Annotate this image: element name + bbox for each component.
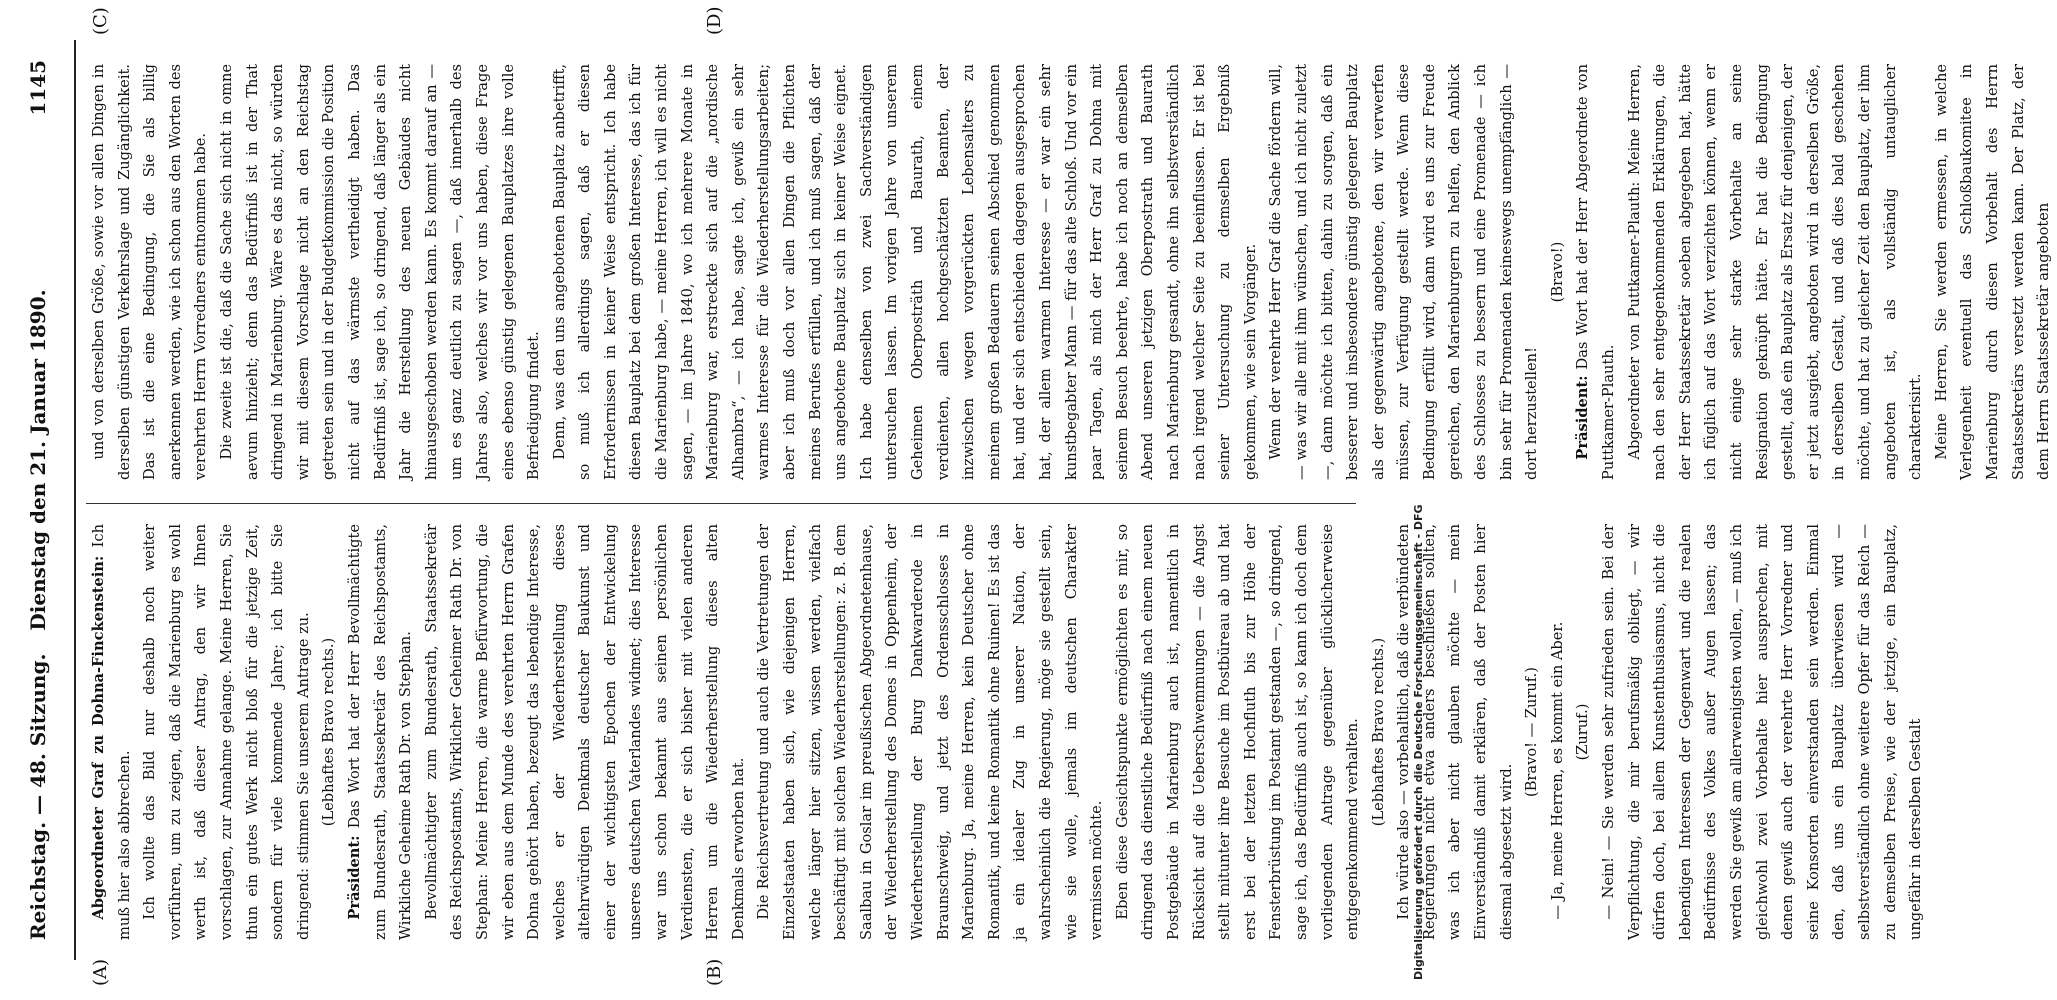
paragraph — [1519, 524, 1545, 940]
margin-marker-a: (A) — [90, 958, 111, 986]
paragraph — [86, 64, 214, 480]
paragraph-text: (Lebhaftes Bravo rechts.) — [320, 637, 338, 827]
paragraph — [1570, 64, 1621, 480]
paragraph — [1366, 524, 1392, 940]
header-rule — [74, 40, 76, 960]
page-number: 1145 — [26, 60, 50, 116]
digitization-note-text: Digitalisierung gefördert durch die Deutsche Forschungsgemeinschaft - DFG — [1412, 504, 1425, 980]
paragraph — [214, 64, 547, 480]
paragraph — [547, 64, 1264, 480]
paragraph-text: Wenn der verehrte Herr Graf die Sache fördern will, — was wir alle mit ihm wünschen, und ich nicht zuletzt —, dann möchte ich bitten, dahin zu sorgen, daß ein besserer und insbesondere günstig gelegener Bauplatz als der gegenwärtig angebotene, den wir verwerfen müssen, zur Verfügung gestellt werde. Wenn diese Bedingung erfüllt wird, dann wird es uns zur Freude gereichen, den Marienburgern zu helfen, den Anblick des Schlosses zu bessern und eine Promenade — ich bin sehr für Promenaden keineswegs unempfänglich — dort herzustellen! — [1267, 64, 1541, 480]
margin-marker-d: (D) — [704, 6, 725, 35]
paragraph — [1929, 64, 2057, 480]
paragraph-text: Ich muß hier also abbrechen. — [90, 524, 133, 940]
paragraph-text: (Bravo! — Zuruf.) — [1523, 667, 1541, 797]
paragraph-text: (Lebhaftes Bravo rechts.) — [1369, 637, 1387, 827]
margin-marker-c: (C) — [90, 7, 111, 35]
paragraph — [316, 524, 342, 940]
paragraph-text: Das Wort hat der Herr Bevollmächtigte zum Bundesrath, Staatssekretär des Reichspostamts, Wirkliche Geheime Rath Dr. von Stephan. — [345, 524, 415, 940]
paragraph — [1263, 64, 1545, 480]
paragraph — [137, 524, 316, 940]
paragraph — [1110, 524, 1366, 940]
paragraph-text: und von derselben Größe, sowie vor allen Dingen in derselben günstigen Verkehrslage und Zugänglichkeit. Das ist die eine Bedingung, die Sie als billig anerkennen werden, wie ich schon aus den Worten des verehrten Herrn Vorredners entnommen habe. — [90, 64, 210, 480]
paragraph — [1545, 64, 1571, 480]
paragraph-text: (Zuruf.) — [1574, 703, 1592, 761]
paragraph — [1596, 524, 1929, 940]
paragraph-text: Abgeordneter von Puttkamer-Plauth: Meine Herren, nach den sehr entgegenkommenden Erklärungen, die der Herr Staatssekretär soeben abgegeben hat, hätte ich füglich auf das Wort verzichten können, wenn er nicht einige sehr starke Vorbehalte an seine Resignation geknüpft hätte. Er hat die Bedingung gestellt, daß ein Bauplatz als Ersatz für denjenigen, der er jetzt ausgiebt, angeboten wird in derselben Größe, in derselben Gestalt, und daß dies bald geschehen möchte, und hat zu gleicher Zeit den Bauplatz, der ihm angeboten ist, als vollständig untauglicher charakterisirt. — [1625, 64, 1925, 480]
paragraph-text: Ich würde also — vorbehaltlich, daß die verbündeten Regierungen nicht etwa anders beschließen sollten, was ich aber nicht glauben möchte — mein Einverständniß damit erklären, daß der Posten hier diesmal abgesetzt wird. — [1395, 524, 1515, 940]
running-head-date: Dienstag den 21. Januar 1890. — [26, 289, 50, 631]
paragraph-text: Das Wort hat der Herr Abgeordnete von Puttkamer-Plauth. — [1574, 64, 1618, 480]
paragraph-text: Bevollmächtigter zum Bundesrath, Staatssekretär des Reichspostamts, Wirklicher Geheimer Rath Dr. von Stephan: Meine Herren, die warme Befürwortung, die wir eben aus dem Munde des verehrten Herrn Grafen Dohna gehört haben, bezeugt das lebendige Interesse, welches er der Wiederherstellung dieses altehrwürdigen Denkmals deutscher Baukunst und einer der wichtigsten Epochen der Entwickelung unseres deutschen Vaterlandes widmet; dies Interesse war uns schon bekannt aus seinen persönlichen Verdiensten, die er sich bisher mit vielen anderen Herren um die Wiederherstellung dieses alten Denkmals erworben hat. — [422, 524, 747, 940]
speaker-name: Präsident: — [1574, 375, 1592, 460]
paragraph — [342, 524, 419, 940]
right-text-column — [86, 64, 2053, 480]
paragraph — [1570, 524, 1596, 940]
paragraph-text: Die zweite ist die, daß die Sache sich nicht in omne aevum hinzieht; denn das Bedürfniß ist in der That dringend in Marienburg. Wäre es das nicht, so würden wir mit diesem Vorschlage nicht an den Reichstag getreten sein und in der Budgetkommission die Position nicht auf das wärmste vertheidigt haben. Das Bedürfniß ist, sage ich, so dringend, daß länger als ein Jahr die Herstellung des neuen Gebäudes nicht hinausgeschoben werden kann. Es kommt darauf an — um es ganz deutlich zu sagen —, daß innerhalb des Jahres also, welches wir vor uns haben, diese Frage eines ebenso günstig gelegenen Bauplatzes ihre volle Befriedigung findet. — [217, 64, 543, 480]
speaker-name: Präsident: — [345, 835, 363, 920]
paragraph-text: — Nein! — Sie werden sehr zufrieden sein. Bei der Verpflichtung, die mir berufsmäßig obliegt, — wir dürfen doch, bei allem Kunstenthusiasmus, nicht die lebendigen Interessen der Gegenwart und die realen Bedürfnisse des Volkes außer Augen lassen; das werden Sie gewiß am allerwenigsten wollen, — muß ich gleichwohl zwei Vorbehalte hier aussprechen, mit denen gewiß auch der verehrte Herr Vorredner und seine Konsorten einverstanden sein werden. Einmal den, daß uns ein Bauplatz überwiesen wird — selbstverständlich ohne weitere Opfer für das Reich — zu demselben Preise, wie der jetzige, ein Bauplatz, ungefähr in derselben Gestalt — [1600, 523, 1925, 940]
paragraph — [1545, 524, 1571, 940]
paragraph-text: Meine Herren, Sie werden ermessen, in welche Verlegenheit eventuell das Schloßbaukomitee in Marienburg durch diesen Vorbehalt des Herrn Staatssekretärs versetzt werden kann. Der Platz, der dem Herrn Staatssekretär angeboten — [1932, 64, 2053, 480]
paragraph-text: Eben diese Gesichtspunkte ermöglichten es mir, so dringend das dienstliche Bedürfniß nach einem neuen Postgebäude in Marienburg auch ist, namentlich in Rücksicht auf die Ueberschwemmungen — die Angst stellt mitunter ihre Besuche im Postbüreau ab und hat erst bei der letzten Hochfluth bis zur Höhe der Fensterbrüstung im Postamt gestanden —, so dringend, sage ich, das Bedürfniß auch ist, so kann ich doch dem vorliegenden Antrage gegenüber glücklicherweise entgegenkommend verhalten. — [1113, 524, 1362, 940]
paragraph-text: — Ja, meine Herren, es kommt ein Aber. — [1548, 621, 1566, 920]
paragraph-text: Denn, was den uns angebotenen Bauplatz anbetrifft, so muß ich allerdings sagen, daß er diesen Erfordernissen in keiner Weise entspricht. Ich habe diesen Bauplatz bei dem großen Interesse, das ich für die Marienburg habe, — meine Herren, ich will es nicht sagen, — im Jahre 1840, wo ich mehrere Monate in Marienburg war, erstreckte sich auf die „nordische Alhambra“, — ich habe, sagte ich, gewiß ein sehr warmes Interesse für die Wiederherstellungsarbeiten; aber ich muß doch vor allen Dingen die Pflichten meines Berufes erfüllen, und ich muß sagen, daß der uns angebotene Bauplatz sich in keiner Weise eignet. Ich habe denselben von zwei Sachverständigen untersuchen lassen. Im vorigen Jahre von unserem Geheimen Oberposträth und Baurath, einem verdienten, allen hochgeschätzten Beamten, der inzwischen wegen vorgerückten Lebensalters zu meinem großen Bedauern seinen Abschied genommen hat, und der sich entschieden dagegen ausgesprochen hat, der allem warmen Interesse — er war ein sehr kunstbegabter Mann — für das alte Schloß. Und vor ein paar Tagen, als mich der Herr Graf zu Dohna mit seinem Besuch beehrte, habe ich noch an demselben Abend unseren jetzigen Oberpostrath und Baurath nach Marienburg gesandt, ohne ihn selbstverständlich nach irgend welcher Seite zu beeinflussen. Er ist bei seiner Untersuchung zu demselben Ergebniß gekommen, wie sein Vorgänger. — [550, 64, 1259, 480]
paragraph — [86, 524, 137, 940]
paragraph-text: (Bravo!) — [1548, 241, 1566, 303]
paragraph-text: Ich wollte das Bild nur deshalb noch weiter vorführen, um zu zeigen, daß die Marienburg es wohl werth ist, daß dieser Antrag, den wir Ihnen vorschlagen, zur Annahme gelange. Meine Herren, Sie thun ein gutes Werk nicht bloß für die jetzige Zeit, sondern für viele kommende Jahre; ich bitte Sie dringend: stimmen Sie unserem Antrage zu. — [141, 524, 312, 940]
digitization-note — [1408, 0, 1430, 1000]
speaker-name: Abgeordneter Graf zu Dohna-Finckenstein: — [90, 555, 107, 920]
paragraph — [1622, 64, 1929, 480]
paragraph — [419, 524, 752, 940]
margin-marker-b: (B) — [704, 958, 725, 986]
running-head-left: Reichstag. — 48. Sitzung. — [26, 653, 50, 940]
paragraph-text: Die Reichsvertretung und auch die Vertretungen der Einzelstaaten haben sich, wie diejenigen Herren, welche länger hier sitzen, wissen werden, vielfach beschäftigt mit solchen Wiederherstellungen: z. B. dem Saalbau in Goslar im preußischen Abgeordnetenhause, der Wiederherstellung des Domes in Oppenheim, der Wiederherstellung der Burg Dankwarderode in Braunschweig, und jetzt des Ordensschlosses in Marienburg. Ja, meine Herren, kein Deutscher ohne Romantik, und keine Romantik ohne Ruinen! Es ist das ja ein idealer Zug in unserer Nation, der wahrscheinlich die Regierung, möge sie gestellt sein, wie sie wolle, jemals im deutschen Charakter vermissen möchte. — [755, 524, 1106, 940]
column-divider — [86, 503, 1356, 504]
paragraph — [751, 524, 1109, 940]
